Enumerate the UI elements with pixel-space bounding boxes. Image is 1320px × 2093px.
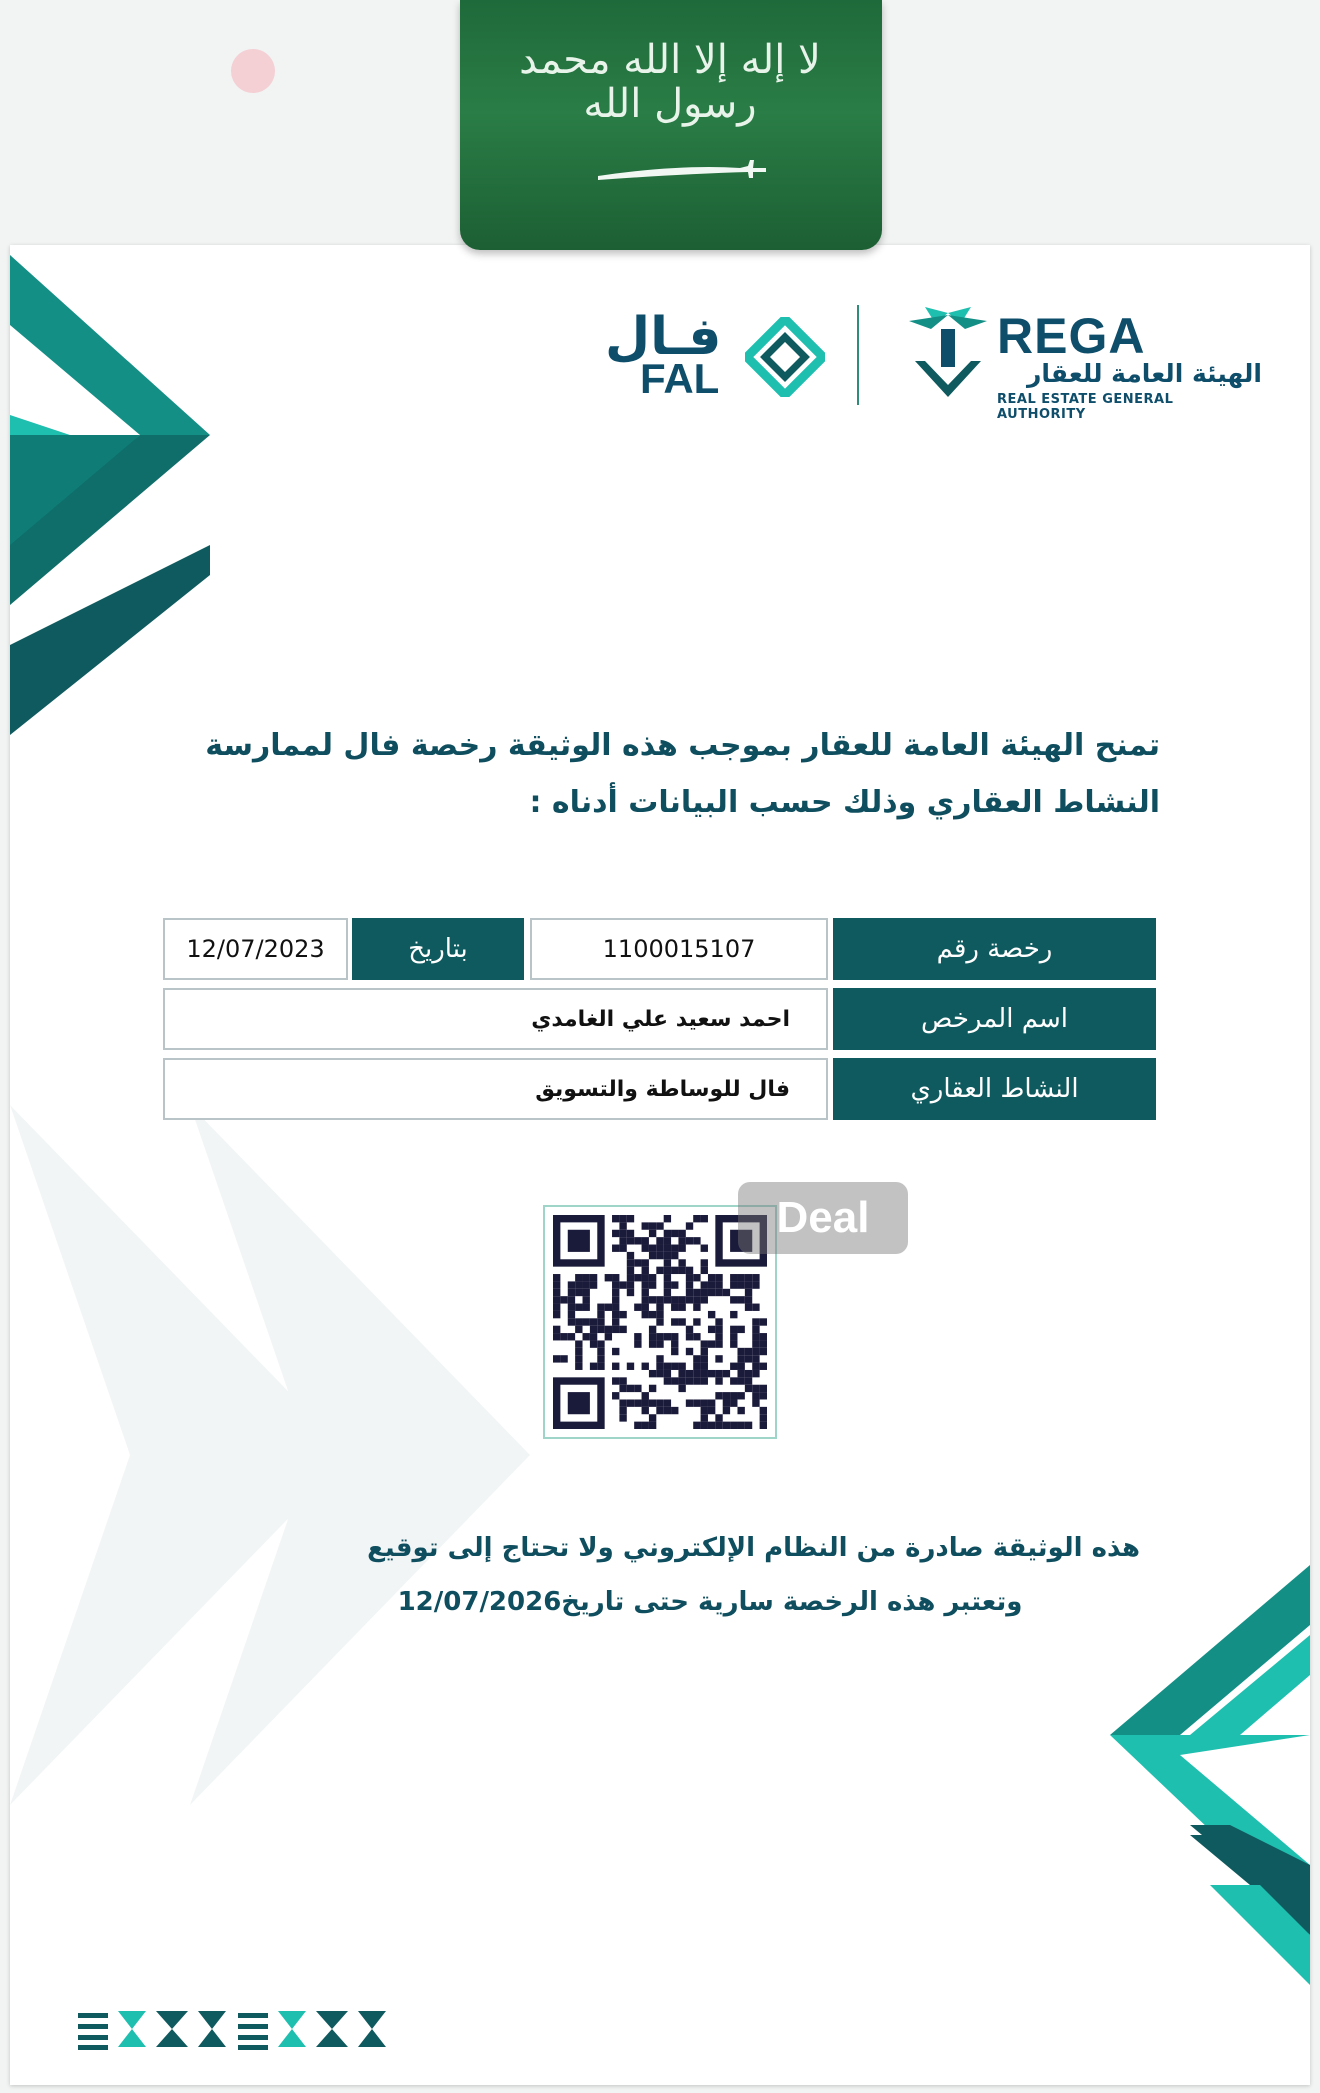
pink-dot [231, 49, 275, 93]
bottom-pattern-ornament [78, 2007, 438, 2051]
rega-palm-icon [905, 305, 991, 405]
footer-note-line-1: هذه الوثيقة صادرة من النظام الإلكتروني ولا تحتاج إلى توقيع [367, 1533, 1140, 1563]
corner-chevrons-top-left [10, 245, 220, 745]
activity-label: النشاط العقاري [833, 1058, 1156, 1120]
licensee-label: اسم المرخص [833, 988, 1156, 1050]
fal-diamond-icon [745, 317, 825, 397]
rega-logo-english: REAL ESTATE GENERAL AUTHORITY [997, 392, 1174, 422]
corner-chevrons-bottom-right [1090, 1565, 1310, 2085]
saudi-flag [460, 0, 882, 250]
fal-logo-arabic: فـال [605, 307, 722, 367]
date-label: بتاريخ [352, 918, 524, 980]
date-value: 12/07/2023 [163, 918, 348, 980]
intro-paragraph [160, 717, 1160, 831]
logo-divider [857, 305, 859, 405]
rega-logo-name: REGA [997, 308, 1146, 364]
intro-line-2: النشاط العقاري وذلك حسب البيانات أدناه : [529, 785, 1160, 820]
footer-note-line-2: وتعتبر هذه الرخصة سارية حتى تاريخ12/07/2026 [397, 1587, 1023, 1617]
license-document [10, 245, 1310, 2085]
license-number-label: رخصة رقم [833, 918, 1156, 980]
qr-code-icon [553, 1215, 767, 1429]
flag-shahada-script: لا إله إلا الله محمد رسول الله [519, 37, 821, 127]
fal-logo-english: FAL [640, 355, 720, 402]
background-chevron-watermark [10, 1105, 530, 1805]
intro-line-1: تمنح الهيئة العامة للعقار بموجب هذه الوثيقة رخصة فال لممارسة [205, 728, 1160, 763]
rega-logo [905, 305, 1265, 422]
licensee-value: احمد سعيد علي الغامدي [163, 988, 828, 1050]
flag-sword-icon [590, 150, 770, 190]
activity-value: فال للوساطة والتسويق [163, 1058, 828, 1120]
fal-logo [595, 307, 825, 407]
license-number-value: 1100015107 [530, 918, 828, 980]
rega-logo-arabic: الهيئة العامة للعقار [1026, 359, 1262, 388]
deal-watermark: Deal [738, 1182, 908, 1254]
